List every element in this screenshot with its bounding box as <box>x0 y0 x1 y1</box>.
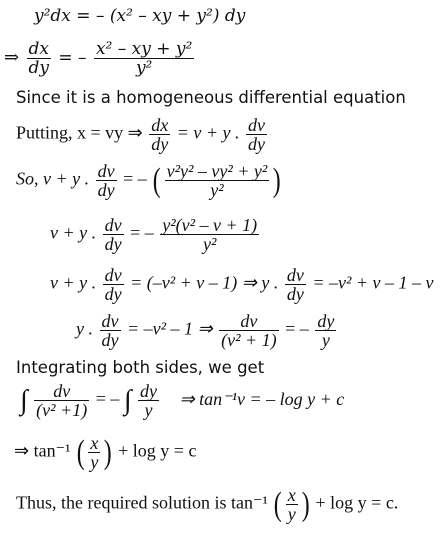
fraction-x-y-2: $\frac{x}{y}$ <box>287 485 296 524</box>
equation-line-2: ⇒ $\frac{dx}{dy}$ = – $\frac{\text{x² – xy + y²}}{\text{y²}}$ <box>4 39 193 78</box>
fraction-dv-v2plus1: $\frac{dv}{\text{(v² + 1)}}$ <box>221 311 277 350</box>
equation-line-8: y . $\frac{dv}{dy}$ = –v² – 1 ⇒ $\frac{dv}{\text{(v² + 1)}}$ = – $\frac{dy}{y}$ <box>76 311 335 350</box>
fraction-dv-dy-3: $\frac{dv}{dy}$ <box>104 215 122 254</box>
equation-line-integral: ∫ $\frac{dv}{\text{(v² +1)}}$ = – ∫ $\frac{dy}{y}$ ⇒ tan⁻¹v = – log y + c <box>20 381 345 420</box>
fraction-dv-dy-5: $\frac{dv}{dy}$ <box>286 265 304 304</box>
fraction-x-y: $\frac{x}{y}$ <box>90 433 99 472</box>
fraction-factored: $\frac{\text{y²(v² – v + 1)}}{\text{y²}}$ <box>162 215 258 254</box>
fraction-dv-dy-6: $\frac{dv}{dy}$ <box>101 311 119 350</box>
fraction-int-dy: $\frac{dy}{y}$ <box>140 381 158 420</box>
text-final-solution: Thus, the required solution is tan⁻¹ ( $\frac{x}{y}$ ) + log y = c. <box>16 485 399 524</box>
equation-line-putting: Putting, x = vy ⇒ $\frac{dx}{dy}$ = v + y . $\frac{dv}{dy}$ <box>16 115 266 154</box>
text-homogeneous: Since it is a homogeneous differential equation <box>16 88 406 107</box>
fraction-dv-dy-4: $\frac{dv}{dy}$ <box>104 265 122 304</box>
fraction-dy-y: $\frac{dy}{y}$ <box>317 311 335 350</box>
fraction-int-dv: $\frac{dv}{\text{(v² +1)}}$ <box>36 381 88 420</box>
fraction-dv-dy-2: $\frac{dv}{dy}$ <box>97 161 115 200</box>
fraction-rhs: $\frac{\text{x² – xy + y²}}{\text{y²}}$ <box>95 39 193 78</box>
fraction-dx-dy: $\frac{dx}{dy}$ <box>28 39 49 78</box>
fraction-dx-dy-2: $\frac{dx}{dy}$ <box>151 115 169 154</box>
equation-line-result: ⇒ tan⁻¹ ( $\frac{x}{y}$ ) + log y = c <box>14 433 197 472</box>
fraction-dv-dy: $\frac{dv}{dy}$ <box>248 115 266 154</box>
equation-line-so: So, v + y . $\frac{dv}{dy}$ = – ( $\frac{\text{v²y² – vy² + y²}}{\text{y²}}$ ) <box>16 161 281 200</box>
equation-line-6: v + y . $\frac{dv}{dy}$ = – $\frac{\text{y²(v² – v + 1)}}{\text{y²}}$ <box>50 215 258 254</box>
text-integrating: Integrating both sides, we get <box>16 358 265 377</box>
equation-line-7: v + y . $\frac{dv}{dy}$ = (–v² + v – 1) ⇒ y . $\frac{dv}{dy}$ = –v² + v – 1 – v <box>50 265 434 304</box>
fraction-inner: $\frac{\text{v²y² – vy² + y²}}{\text{y²}}$ <box>166 161 268 200</box>
equation-line-1: y²dx = – (x² – xy + y²) dy <box>34 6 246 26</box>
